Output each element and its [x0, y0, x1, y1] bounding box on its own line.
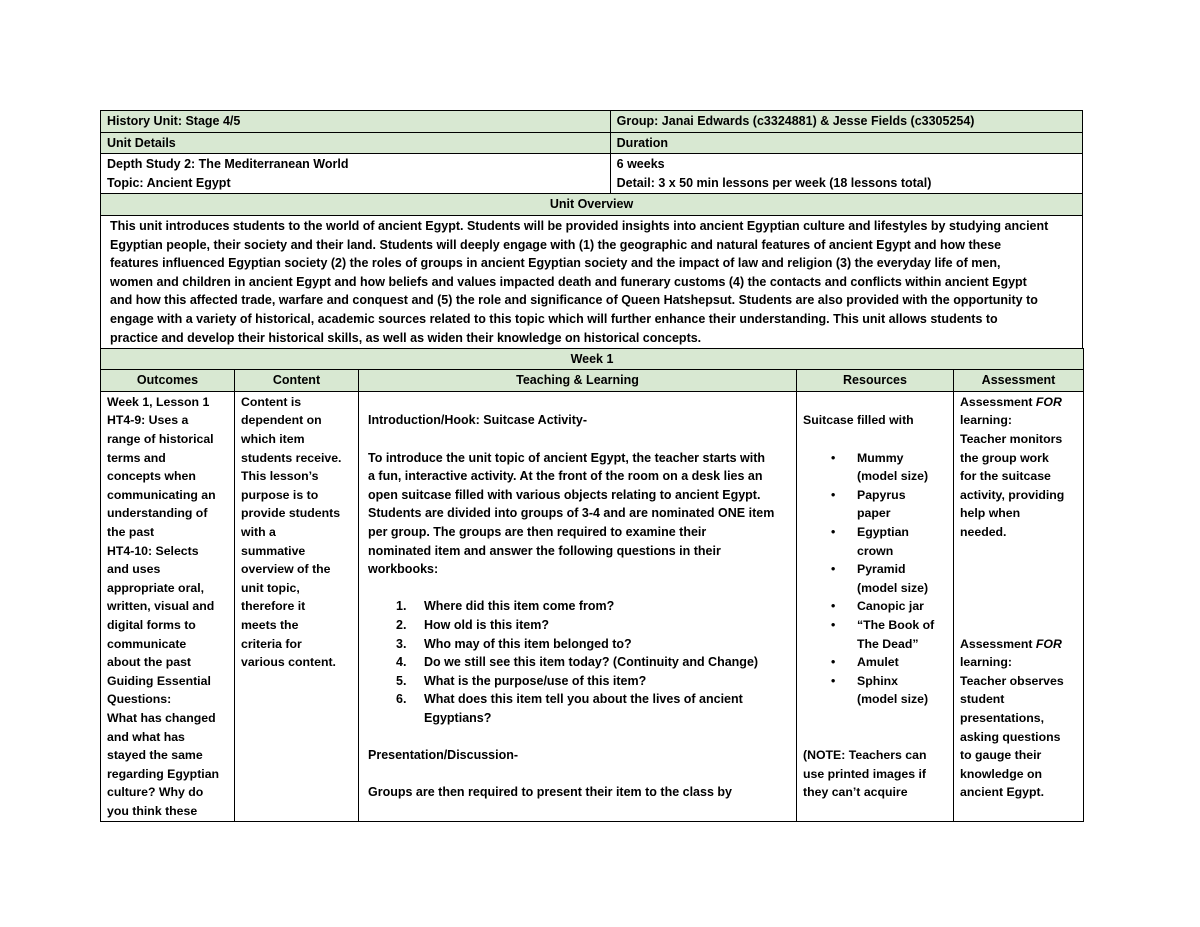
content-line: dependent on: [241, 413, 322, 428]
content-line: provide students: [241, 506, 341, 521]
question-list: [368, 597, 790, 727]
list-item: • “The Book of The Dead”: [857, 616, 947, 653]
outcome-line: Guiding Essential: [107, 673, 211, 688]
lesson-table: [100, 348, 1084, 823]
list-item: • Egyptian crown: [857, 523, 947, 560]
assessment-line: knowledge on: [960, 766, 1042, 781]
overview-line: Egyptian people, their society and their land. Students will deeply engage with (1) the geographic and natural features of ancient Egypt and how these: [110, 237, 1002, 252]
assessment-line: ancient Egypt.: [960, 785, 1045, 800]
list-item-continuation: Egyptians?: [424, 710, 492, 725]
duration-label: Duration: [610, 132, 1082, 154]
content-line: with a: [241, 524, 276, 539]
list-item: 1. Where did this item come from?: [396, 599, 615, 614]
assessment-line: learning:: [960, 413, 1012, 428]
assessment-line: presentations,: [960, 710, 1045, 725]
list-item: 3. Who may of this item belonged to?: [396, 636, 632, 651]
weeks: 6 weeks: [616, 157, 665, 172]
unit-overview-label: Unit Overview: [101, 194, 1083, 216]
assessment-line: help when: [960, 506, 1021, 521]
assessment-line: student: [960, 692, 1005, 707]
content-line: various content.: [241, 655, 336, 670]
outcome-line: communicate: [107, 636, 187, 651]
col-teaching-learning: Teaching & Learning: [359, 370, 797, 392]
overview-line: women and children in ancient Egypt and how beliefs and values impacted death and funerary customs (4) the contacts and conflicts within ancient Egypt: [110, 274, 1027, 289]
content-line: criteria for: [241, 636, 302, 651]
outcome-line: understanding of: [107, 506, 208, 521]
intro-line: Students are divided into groups of 3-4 and are nominated ONE item: [368, 506, 775, 521]
outcome-line: and uses: [107, 562, 161, 577]
overview-line: engage with a variety of historical, academic sources related to this topic which will further enhance their understanding. This unit allows students to: [110, 311, 998, 326]
outcome-line: and what has: [107, 729, 185, 744]
outcome-line: you think these: [107, 803, 198, 818]
outcomes-cell: [101, 391, 235, 822]
content-line: unit topic,: [241, 580, 300, 595]
col-resources: Resources: [797, 370, 954, 392]
list-item: • Amulet: [857, 653, 947, 672]
topic: Topic: Ancient Egypt: [107, 175, 231, 190]
duration-cell: [610, 154, 1082, 194]
col-assessment: Assessment: [954, 370, 1084, 392]
outcome-line: What has changed: [107, 710, 216, 725]
outcome-line: written, visual and: [107, 599, 215, 614]
intro-line: open suitcase filled with various objects relating to ancient Egypt.: [368, 487, 761, 502]
note-line: they can’t acquire: [803, 785, 908, 800]
content-line: This lesson’s: [241, 469, 319, 484]
outcome-line: stayed the same: [107, 748, 203, 763]
outcome-line: Questions:: [107, 692, 172, 707]
overview-line: and how this affected trade, warfare and conquest and (5) the role and significance of Queen Hatshepsut. Students are also provided with the opportunity to: [110, 293, 1038, 308]
outcome-line: culture? Why do: [107, 785, 204, 800]
resource-list: [803, 449, 947, 709]
list-item: • Canopic jar: [857, 597, 947, 616]
resources-heading: Suitcase filled with: [803, 413, 914, 428]
content-line: therefore it: [241, 599, 306, 614]
depth-study: Depth Study 2: The Mediterranean World: [107, 157, 349, 172]
outcome-line: HT4-10: Selects: [107, 543, 199, 558]
week-label: Week 1: [101, 348, 1084, 370]
list-item: • Mummy (model size): [857, 449, 947, 486]
assessment-line: for the suitcase: [960, 469, 1051, 484]
content-line: students receive.: [241, 450, 342, 465]
assessment-line: Teacher observes: [960, 673, 1064, 688]
list-item: 4. Do we still see this item today? (Continuity and Change): [396, 655, 759, 670]
outcome-line: communicating an: [107, 487, 216, 502]
outcome-line: the past: [107, 524, 155, 539]
overview-line: This unit introduces students to the world of ancient Egypt. Students will be provided insights into ancient Egyptian culture and lifestyles by studying ancient: [110, 218, 1049, 233]
list-item: • Papyrus paper: [857, 486, 947, 523]
intro-line: workbooks:: [368, 562, 439, 577]
list-item: 5. What is the purpose/use of this item?: [396, 673, 647, 688]
assessment-line: asking questions: [960, 729, 1061, 744]
outcome-line: concepts when: [107, 469, 196, 484]
intro-line: To introduce the unit topic of ancient Egypt, the teacher starts with: [368, 450, 766, 465]
outcome-line: HT4-9: Uses a: [107, 413, 189, 428]
assessment-line: Teacher monitors: [960, 432, 1063, 446]
note-line: (NOTE: Teachers can: [803, 747, 927, 762]
assessment-heading: Assessment FOR: [960, 636, 1062, 651]
intro-line: nominated item and answer the following questions in their: [368, 543, 721, 558]
content-line: summative: [241, 543, 306, 558]
outcome-line: range of historical: [107, 432, 214, 446]
assessment-cell: [954, 391, 1084, 822]
unit-details-label: Unit Details: [101, 132, 611, 154]
outcome-line: Week 1, Lesson 1: [107, 394, 210, 409]
intro-line: a fun, interactive activity. At the front of the room on a desk lies an: [368, 469, 763, 484]
assessment-line: needed.: [960, 524, 1007, 539]
overview-line: practice and develop their historical skills, as well as widen their knowledge on historical concepts.: [110, 330, 702, 345]
assessment-line: the group work: [960, 450, 1049, 465]
outcome-line: regarding Egyptian: [107, 766, 220, 781]
unit-details-cell: [101, 154, 611, 194]
col-outcomes: Outcomes: [101, 370, 235, 392]
outcome-line: about the past: [107, 655, 192, 670]
content-line: meets the: [241, 617, 299, 632]
lesson-detail: Detail: 3 x 50 min lessons per week (18 lessons total): [616, 175, 932, 190]
outcome-line: terms and: [107, 450, 166, 465]
assessment-line: to gauge their: [960, 748, 1042, 763]
assessment-heading: Assessment FOR: [960, 394, 1062, 409]
overview-line: features influenced Egyptian society (2) the roles of groups in ancient Egyptian society and the impact of law and religion (3) the everyday life of men,: [110, 256, 1001, 271]
teaching-learning-cell: [359, 391, 797, 822]
list-item: 6. What does this item tell you about the lives of ancient: [396, 692, 743, 707]
content-cell: [235, 391, 359, 822]
content-line: Content is: [241, 394, 302, 409]
unit-overview-text: [101, 215, 1083, 348]
content-line: purpose is to: [241, 487, 319, 502]
presentation-line: Groups are then required to present their item to the class by: [368, 785, 732, 800]
outcome-line: appropriate oral,: [107, 580, 205, 595]
outcome-line: digital forms to: [107, 617, 196, 632]
content-line: which item: [241, 432, 305, 446]
list-item: 2. How old is this item?: [396, 617, 550, 632]
col-content: Content: [235, 370, 359, 392]
unit-header-table: [100, 110, 1083, 349]
unit-title: History Unit: Stage 4/5: [101, 111, 611, 133]
assessment-line: activity, providing: [960, 487, 1065, 502]
group-members: Group: Janai Edwards (c3324881) & Jesse Fields (c3305254): [610, 111, 1082, 133]
intro-line: per group. The groups are then required to examine their: [368, 524, 707, 539]
list-item: • Pyramid (model size): [857, 560, 947, 597]
assessment-line: learning:: [960, 655, 1012, 670]
resources-cell: [797, 391, 954, 822]
note-line: use printed images if: [803, 766, 926, 781]
list-item: • Sphinx (model size): [857, 672, 947, 709]
intro-heading: Introduction/Hook: Suitcase Activity-: [368, 413, 588, 428]
unit-plan-document: [100, 110, 1083, 822]
content-line: overview of the: [241, 562, 331, 577]
presentation-heading: Presentation/Discussion-: [368, 748, 519, 763]
